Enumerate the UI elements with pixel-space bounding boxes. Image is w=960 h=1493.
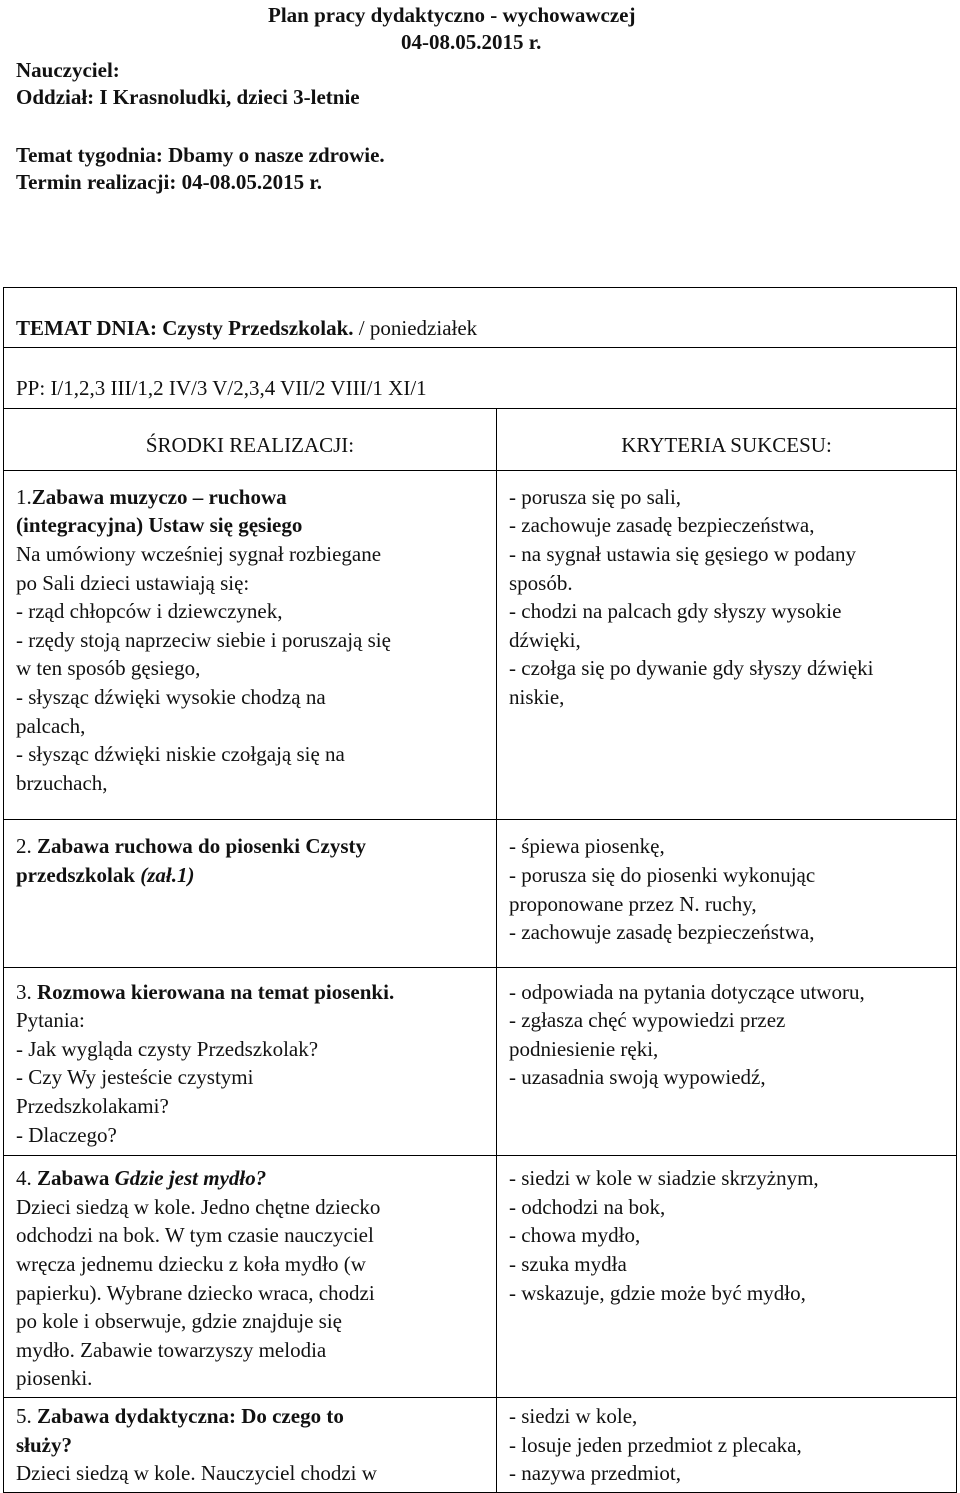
- criteria-cell: [497, 470, 957, 820]
- criteria-line: podniesienie ręki,: [509, 1036, 659, 1061]
- criteria-line: - chodzi na palcach gdy słyszy wysokie: [509, 599, 842, 624]
- means-line: [16, 511, 484, 540]
- title-line-2: 04-08.05.2015 r.: [401, 30, 542, 54]
- means-text: 5.: [16, 1404, 37, 1428]
- means-text: - słysząc dźwięki wysokie chodzą na: [16, 684, 326, 709]
- means-text: przedszkolak: [16, 862, 141, 887]
- means-cell: [4, 1156, 497, 1398]
- pp-text: PP: I/1,2,3 III/1,2 IV/3 V/2,3,4 VII/2 VIII/1 XI/1: [16, 375, 427, 400]
- means-text: służy?: [16, 1432, 73, 1457]
- activity-row: [4, 820, 957, 967]
- means-text: 1.: [16, 484, 32, 509]
- means-header: ŚRODKI REALIZACJI:: [4, 409, 497, 471]
- group-label: Oddział: I Krasnoludki, dzieci 3-letnie: [16, 85, 360, 109]
- criteria-line: - siedzi w kole,: [509, 1404, 638, 1428]
- day-topic: TEMAT DNIA: Czysty Przedszkolak.: [16, 316, 354, 340]
- criteria-cell: [497, 820, 957, 967]
- means-line: [16, 1121, 484, 1150]
- term-label: Termin realizacji: 04-08.05.2015 r.: [16, 170, 323, 194]
- means-line: [16, 1193, 484, 1222]
- criteria-line: proponowane przez N. ruchy,: [509, 891, 757, 916]
- means-emphasis: Rozmowa kierowana na temat piosenki.: [37, 979, 395, 1004]
- means-text: po Sali dzieci ustawiają się:: [16, 570, 250, 595]
- day-topic-cell: [4, 288, 957, 348]
- means-line: [16, 1459, 484, 1488]
- means-line: [16, 1279, 484, 1308]
- means-line: [16, 483, 484, 512]
- means-line: [16, 683, 484, 712]
- means-line: [16, 832, 484, 861]
- means-line: [16, 712, 484, 741]
- day-name: / poniedziałek: [353, 316, 478, 340]
- means-text: papierku). Wybrane dziecko wraca, chodzi: [16, 1280, 375, 1305]
- criteria-line: dźwięki,: [509, 627, 581, 652]
- means-text: 4.: [16, 1166, 37, 1191]
- criteria-line: - śpiewa piosenkę,: [509, 834, 665, 859]
- criteria-line: - losuje jeden przedmiot z plecaka,: [509, 1432, 802, 1457]
- means-line: [16, 1006, 484, 1035]
- criteria-cell: [497, 967, 957, 1156]
- means-text: Dzieci siedzą w kole. Nauczyciel chodzi w: [16, 1461, 377, 1486]
- means-line: [16, 626, 484, 655]
- means-line: [16, 654, 484, 683]
- means-line: [16, 1307, 484, 1336]
- activity-row: [4, 967, 957, 1156]
- week-topic: Temat tygodnia: Dbamy o nasze zdrowie.: [16, 143, 385, 167]
- criteria-cell: [497, 1156, 957, 1398]
- means-line: [16, 978, 484, 1007]
- criteria-line: - zgłasza chęć wypowiedzi przez: [509, 1008, 786, 1033]
- means-line: [16, 1250, 484, 1279]
- means-line: [16, 1221, 484, 1250]
- means-emphasis: Zabawa dydaktyczna: Do czego to: [37, 1404, 344, 1428]
- means-line: [16, 1035, 484, 1064]
- means-text: Na umówiony wcześniej sygnał rozbiegane: [16, 541, 382, 566]
- criteria-line: - wskazuje, gdzie może być mydło,: [509, 1280, 806, 1305]
- criteria-line: - szuka mydła: [509, 1252, 627, 1277]
- means-cell: [4, 967, 497, 1156]
- means-text: Przedszkolakami?: [16, 1094, 169, 1119]
- means-text: brzuchach,: [16, 770, 108, 795]
- means-line: [16, 540, 484, 569]
- means-text: w ten sposób gęsiego,: [16, 656, 201, 681]
- activity-row: [4, 1398, 957, 1493]
- activity-rows: [4, 470, 957, 1492]
- means-text: palcach,: [16, 713, 86, 738]
- activity-row: [4, 1156, 957, 1398]
- teacher-label: Nauczyciel:: [16, 58, 120, 82]
- pp-cell: [4, 347, 957, 409]
- means-cell: [4, 470, 497, 820]
- means-line: [16, 1092, 484, 1121]
- means-line: [16, 861, 484, 890]
- means-text: mydło. Zabawie towarzyszy melodia: [16, 1337, 327, 1362]
- means-emphasis: Gdzie jest mydło?: [114, 1166, 267, 1191]
- means-line: [16, 769, 484, 798]
- plan-table: [3, 287, 957, 1493]
- means-text: - Dlaczego?: [16, 1122, 117, 1147]
- criteria-header: KRYTERIA SUKCESU:: [497, 409, 957, 471]
- means-line: [16, 1364, 484, 1393]
- means-emphasis: Zabawa ruchowa do piosenki Czysty: [37, 834, 367, 859]
- means-line: [16, 1063, 484, 1092]
- criteria-line: - na sygnał ustawia się gęsiego w podany: [509, 541, 857, 566]
- criteria-line: - uzasadnia swoją wypowiedź,: [509, 1065, 766, 1090]
- means-emphasis: (zał.1): [140, 862, 195, 887]
- criteria-line: sposób.: [509, 570, 573, 595]
- means-text: - Czy Wy jesteście czystymi: [16, 1065, 254, 1090]
- means-text: po kole i obserwuje, gdzie znajduje się: [16, 1309, 342, 1334]
- criteria-line: - chowa mydło,: [509, 1223, 641, 1248]
- criteria-line: niskie,: [509, 684, 565, 709]
- activity-row: [4, 470, 957, 820]
- means-line: [16, 1402, 484, 1431]
- columns-header-row: [4, 409, 957, 471]
- criteria-line: - odchodzi na bok,: [509, 1194, 666, 1219]
- means-text: Dzieci siedzą w kole. Jedno chętne dziecko: [16, 1194, 381, 1219]
- means-text: - rząd chłopców i dziewczynek,: [16, 599, 283, 624]
- means-text: 2.: [16, 834, 37, 859]
- criteria-line: - zachowuje zasadę bezpieczeństwa,: [509, 513, 815, 538]
- means-emphasis: Zabawa muzyczo – ruchowa: [31, 484, 287, 509]
- means-text: - rzędy stoją naprzeciw siebie i poruszają się: [16, 627, 391, 652]
- criteria-cell: [497, 1398, 957, 1493]
- criteria-line: - porusza się po sali,: [509, 484, 682, 509]
- day-topic-row: [4, 288, 957, 348]
- means-line: [16, 1164, 484, 1193]
- means-text: (integracyjna) Ustaw się gęsiego: [16, 513, 303, 538]
- criteria-line: - zachowuje zasadę bezpieczeństwa,: [509, 920, 815, 945]
- means-text: Pytania:: [16, 1008, 85, 1033]
- means-text: piosenki.: [16, 1366, 93, 1391]
- means-text: wręcza jednemu dziecku z koła mydło (w: [16, 1252, 366, 1277]
- criteria-line: - porusza się do piosenki wykonując: [509, 862, 816, 887]
- means-line: [16, 1336, 484, 1365]
- means-cell: [4, 820, 497, 967]
- pp-row: [4, 347, 957, 409]
- means-emphasis: Zabawa: [37, 1166, 115, 1191]
- means-text: - Jak wygląda czysty Przedszkolak?: [16, 1036, 319, 1061]
- means-line: [16, 569, 484, 598]
- criteria-line: - odpowiada na pytania dotyczące utworu,: [509, 979, 865, 1004]
- means-cell: [4, 1398, 497, 1493]
- means-text: 3.: [16, 979, 37, 1004]
- means-text: odchodzi na bok. W tym czasie nauczyciel: [16, 1223, 374, 1248]
- criteria-line: - czołga się po dywanie gdy słyszy dźwięki: [509, 656, 874, 681]
- means-line: [16, 597, 484, 626]
- means-line: [16, 740, 484, 769]
- criteria-line: - siedzi w kole w siadzie skrzyżnym,: [509, 1166, 819, 1191]
- criteria-line: - nazywa przedmiot,: [509, 1461, 682, 1486]
- means-text: - słysząc dźwięki niskie czołgają się na: [16, 742, 345, 767]
- title-line-1: Plan pracy dydaktyczno - wychowawczej: [268, 3, 636, 27]
- means-line: [16, 1431, 484, 1460]
